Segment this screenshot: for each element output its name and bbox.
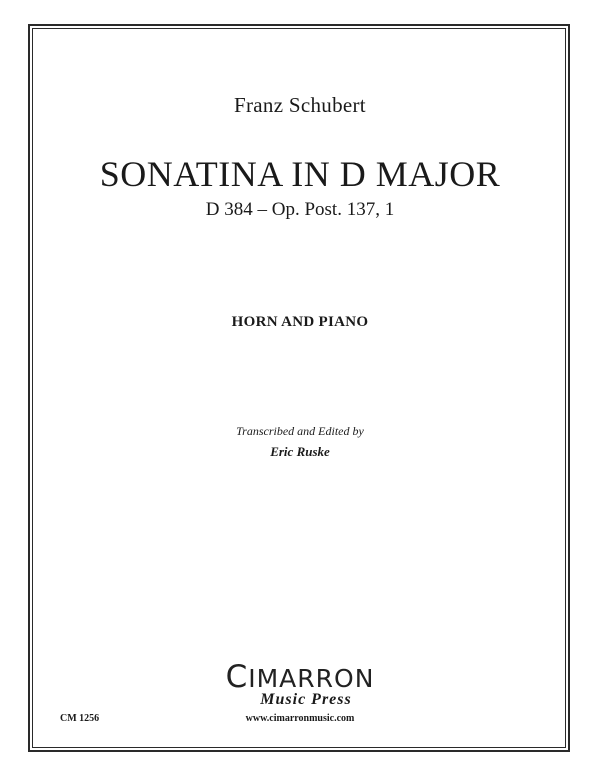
publisher-subtitle: Music Press xyxy=(260,691,352,708)
publisher-logo xyxy=(0,659,600,708)
publisher-website: www.cimarronmusic.com xyxy=(245,713,355,724)
publisher-name-rest: IMARRON xyxy=(248,664,375,693)
instrumentation: HORN AND PIANO xyxy=(231,314,369,330)
editor-name: Eric Ruske xyxy=(270,444,330,459)
catalog-number: CM 1256 xyxy=(60,713,100,724)
inner-border xyxy=(32,28,566,748)
publisher-name-initial: C xyxy=(225,659,249,695)
credit-label: Transcribed and Edited by xyxy=(236,424,364,438)
publisher-name xyxy=(0,659,600,695)
work-title: SONATINA IN D MAJOR xyxy=(99,154,501,194)
composer-name: Franz Schubert xyxy=(234,93,366,117)
catalog-designation: D 384 – Op. Post. 137, 1 xyxy=(205,199,395,220)
